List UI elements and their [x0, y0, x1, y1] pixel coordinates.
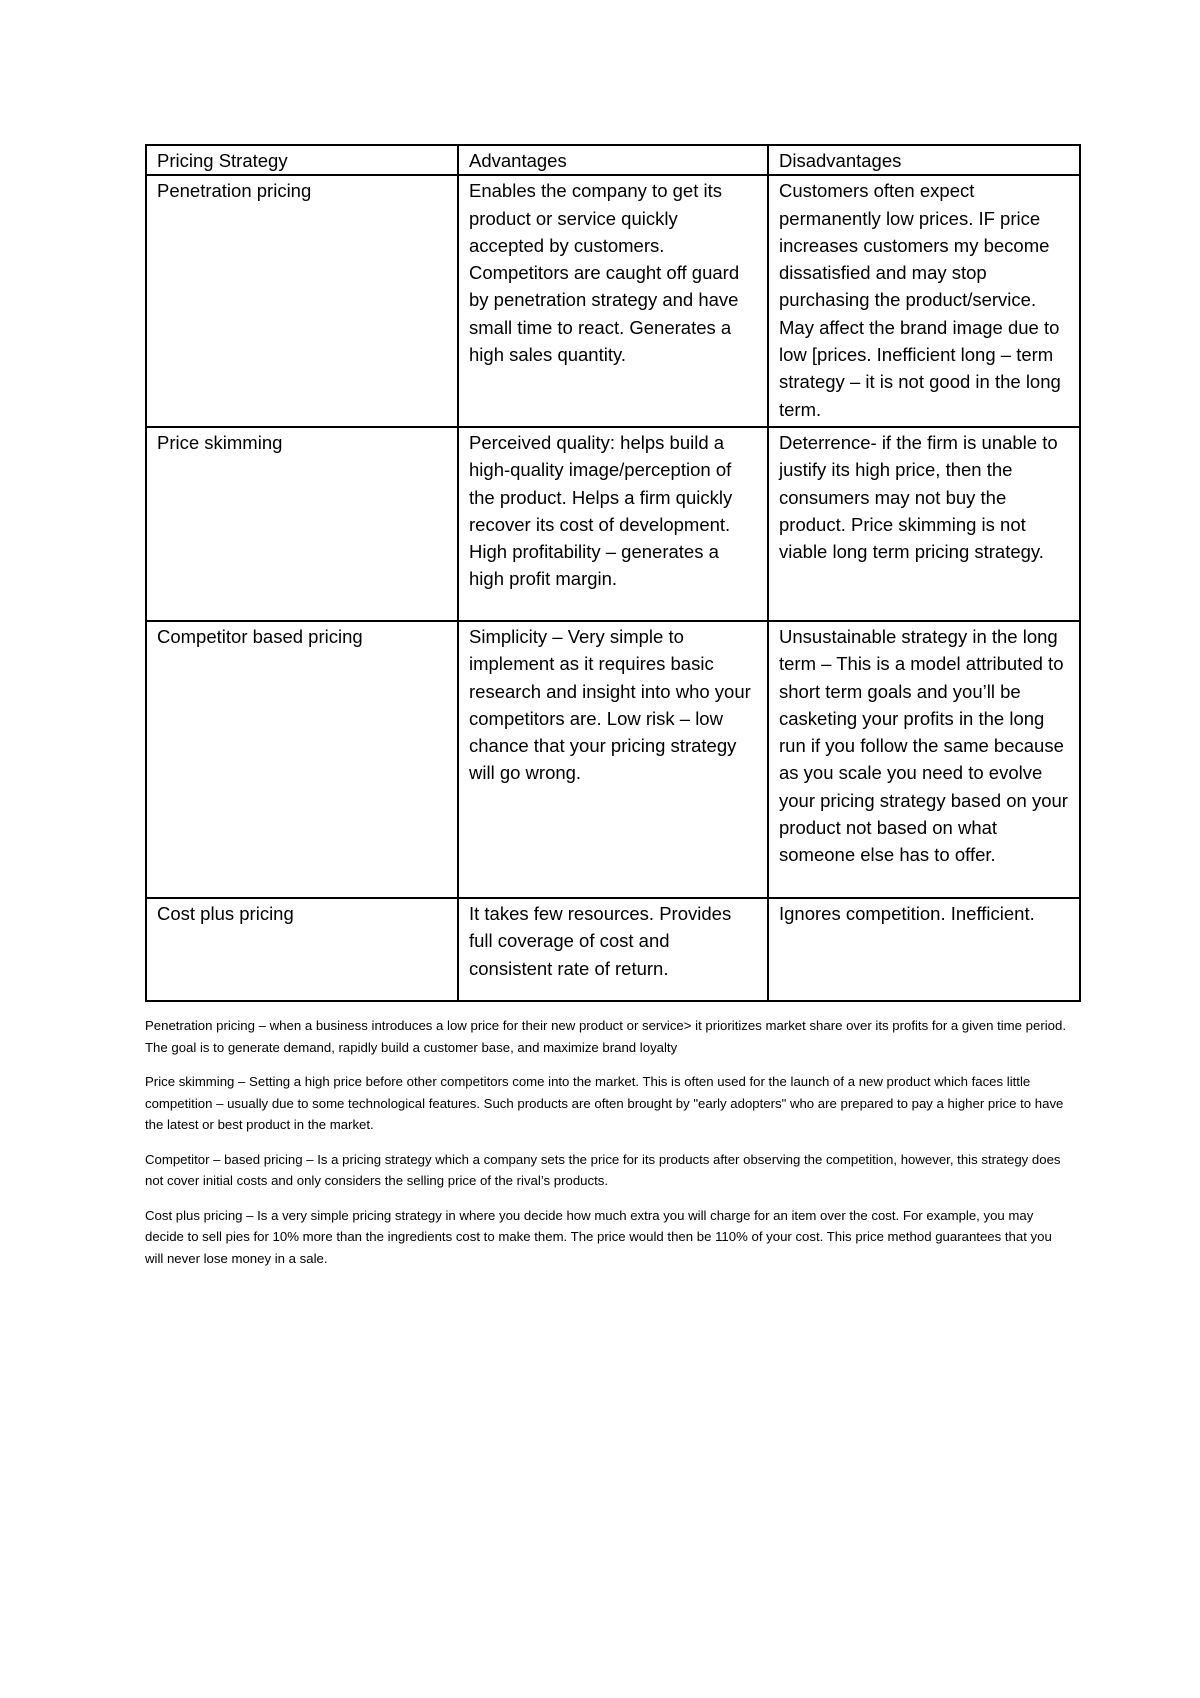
header-advantages: Advantages	[458, 145, 768, 175]
definition-cost-plus-pricing: Cost plus pricing – Is a very simple pricing strategy in where you decide how much extra you will charge for an item over the cost. For example, you may decide to sell pies for 10% more than the ingredients cost to make them. The price would then be 110% of your cost. This price method guarantees that you will never lose money in a sale.	[145, 1207, 1052, 1266]
header-pricing-strategy: Pricing Strategy	[146, 145, 458, 175]
disadvantages-cell: Customers often expect permanently low prices. IF price increases customers my become dissatisfied and may stop purchasing the product/service. May affect the brand image due to low [prices. Inefficient long – term strategy – it is not good in the long term.	[768, 175, 1080, 427]
advantages-cell: Perceived quality: helps build a high-quality image/perception of the product. Helps a firm quickly recover its cost of development. High profitability – generates a high profit margin.	[458, 427, 768, 621]
strategy-cell: Penetration pricing	[146, 175, 458, 427]
strategy-cell: Cost plus pricing	[146, 898, 458, 1001]
definition-competitor-based-pricing: Competitor – based pricing – Is a pricing strategy which a company sets the price for its products after observing the competition, however, this strategy does not cover initial costs and only considers the selling price of the rival’s products.	[145, 1151, 1061, 1188]
disadvantages-cell: Unsustainable strategy in the long term – This is a model attributed to short term goals and you’ll be casketing your profits in the long run if you follow the same because as you scale you need to evolve your pricing strategy based on your product not based on what someone else has to offer.	[768, 621, 1080, 898]
definition-price-skimming: Price skimming – Setting a high price before other competitors come into the market. This is often used for the launch of a new product which faces little competition – usually due to some technological features. Such products are often brought by "early adopters" who are prepared to pay a higher price to have the latest or best product in the market.	[145, 1074, 1064, 1132]
table-row	[146, 621, 1080, 898]
table-row	[146, 898, 1080, 1001]
disadvantages-cell: Ignores competition. Inefficient.	[768, 898, 1080, 1001]
advantages-cell: It takes few resources. Provides full coverage of cost and consistent rate of return.	[458, 898, 768, 1001]
table-row	[146, 427, 1080, 621]
definitions-section	[145, 1015, 1070, 1282]
table-header-row	[146, 145, 1080, 175]
pricing-strategy-table	[145, 144, 1081, 1002]
advantages-cell: Simplicity – Very simple to implement as it requires basic research and insight into who your competitors are. Low risk – low chance that your pricing strategy will go wrong.	[458, 621, 768, 898]
definition-penetration-pricing: Penetration pricing – when a business introduces a low price for their new product or service> it prioritizes market share over its profits for a given time period. The goal is to generate demand, rapidly build a customer base, and maximize brand loyalty	[145, 1018, 1066, 1055]
header-disadvantages: Disadvantages	[768, 145, 1080, 175]
disadvantages-cell: Deterrence- if the firm is unable to justify its high price, then the consumers may not buy the product. Price skimming is not viable long term pricing strategy.	[768, 427, 1080, 621]
strategy-cell: Competitor based pricing	[146, 621, 458, 898]
table-row	[146, 175, 1080, 427]
strategy-cell: Price skimming	[146, 427, 458, 621]
advantages-cell: Enables the company to get its product or service quickly accepted by customers. Competitors are caught off guard by penetration strategy and have small time to react. Generates a high sales quantity.	[458, 175, 768, 427]
